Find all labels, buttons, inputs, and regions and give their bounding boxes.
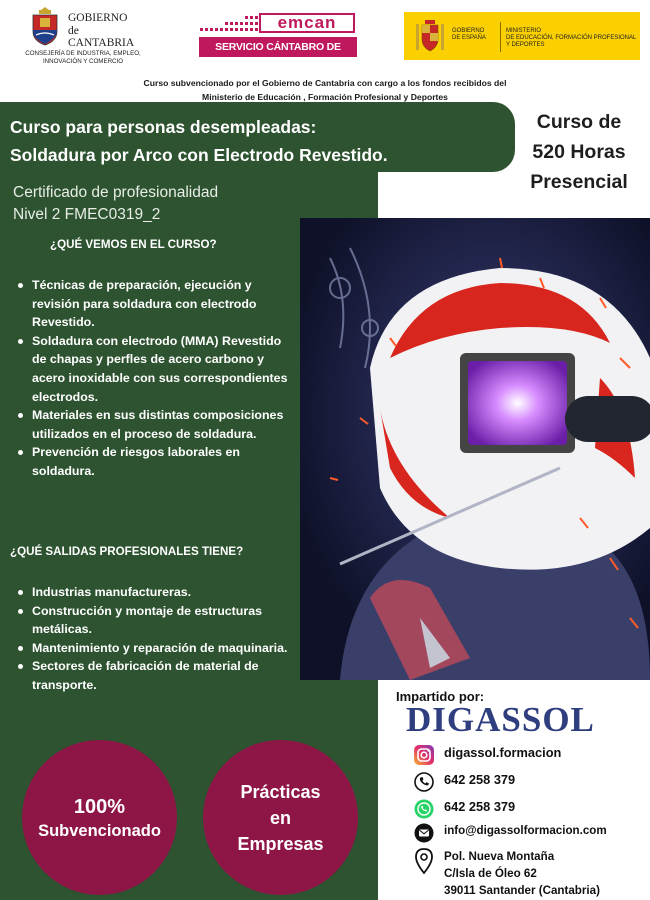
list-item: [18, 443, 288, 480]
course-duration-line: Presencial: [530, 171, 628, 193]
list-item-text: Industrias manufactureras.: [32, 585, 192, 599]
gobierno-line: GOBIERNO: [452, 28, 485, 34]
welder-helmet-illustration: [300, 218, 650, 680]
cantabria-shield-icon: [30, 6, 60, 46]
email-address: info@digassolformacion.com: [444, 824, 607, 837]
course-title: [10, 113, 510, 169]
funding-note: [90, 76, 560, 104]
course-duration-line: 520 Horas: [532, 141, 626, 163]
ministry-line: DE EDUCACIÓN, FORMACIÓN PROFESIONAL: [506, 35, 637, 41]
whatsapp-number: 642 258 379: [444, 799, 516, 814]
list-item-text: Prevención de riesgos laborales en soldadura.: [32, 445, 240, 478]
spain-coat-of-arms-icon: [414, 18, 446, 54]
internship-line: Empresas: [237, 833, 324, 854]
whatsapp-contact[interactable]: [414, 799, 515, 819]
course-duration-line: Curso de: [536, 111, 622, 133]
phone-number: 642 258 379: [444, 772, 516, 787]
what-we-see-list: [18, 276, 288, 481]
certificate-info: [13, 182, 218, 226]
cantabria-title-line: CANTABRIA: [68, 37, 135, 49]
bullet-icon: [18, 339, 23, 344]
email-icon: [414, 823, 434, 843]
cantabria-title-line: de: [68, 24, 79, 37]
cantabria-subtitle: [8, 50, 158, 66]
whatsapp-icon: [414, 799, 434, 819]
bullet-icon: [18, 283, 23, 288]
list-item-text: Técnicas de preparación, ejecución y revisión para soldadura con electrodo Revestido.: [32, 278, 257, 330]
internship-badge: [203, 740, 358, 895]
emcan-wordmark: emcan: [259, 13, 355, 33]
list-item: [18, 657, 288, 694]
subsidy-badge: [22, 740, 177, 895]
ministry-line: Y DEPORTES: [506, 42, 545, 48]
bullet-icon: [18, 590, 23, 595]
list-item: [18, 332, 288, 406]
logo-divider: [500, 22, 501, 52]
bullet-icon: [18, 646, 23, 651]
emcan-pixel-dots-icon: [199, 15, 259, 33]
bullet-icon: [18, 664, 23, 669]
location-pin-icon: [414, 848, 434, 874]
cantabria-title: [68, 12, 134, 50]
instagram-icon: [414, 745, 434, 765]
gobierno-cantabria-logo: [8, 4, 158, 72]
cantabria-subtitle-line: CONSEJERÍA DE INDUSTRIA, EMPLEO,: [25, 50, 141, 57]
bullet-icon: [18, 609, 23, 614]
subsidy-label: Subvencionado: [38, 821, 161, 840]
certificate-line: Certificado de profesionalidad: [13, 184, 219, 201]
careers-heading: ¿QUÉ SALIDAS PROFESIONALES TIENE?: [10, 545, 244, 558]
funding-note-line: Curso subvencionado por el Gobierno de Cantabria con cargo a los fondos recibidos del: [143, 78, 507, 88]
gobierno-espana-text: [452, 28, 486, 42]
careers-list: [18, 583, 288, 695]
bullet-icon: [18, 413, 23, 418]
phone-contact[interactable]: [414, 772, 515, 792]
cantabria-subtitle-line: INNOVACIÓN Y COMERCIO: [42, 58, 124, 65]
address-line: 39011 Santander (Cantabria): [444, 884, 600, 897]
instagram-contact[interactable]: [414, 745, 561, 765]
email-contact[interactable]: [414, 823, 607, 843]
address-block: [444, 848, 600, 899]
welder-photo: [300, 218, 650, 680]
list-item-text: Mantenimiento y reparación de maquinaria.: [32, 640, 288, 655]
list-item: [18, 276, 288, 332]
list-item: [18, 639, 288, 658]
list-item-text: Materiales en sus distintas composiciones utilizados en el proceso de soldadura.: [32, 408, 284, 441]
cantabria-title-line: GOBIERNO: [68, 12, 128, 24]
emcan-service-name: SERVICIO CÁNTABRO DE EMPLEO: [199, 37, 357, 57]
course-title-line: Soldadura por Arco con Electrodo Revestido.: [10, 145, 388, 165]
list-item: [18, 406, 288, 443]
instagram-handle: digassol.formacion: [444, 745, 562, 760]
phone-icon: [414, 772, 434, 792]
address-line: Pol. Nueva Montaña: [444, 850, 555, 863]
course-title-line: Curso para personas desempleadas:: [10, 117, 317, 137]
list-item: [18, 602, 288, 639]
emcan-logo: [199, 13, 357, 73]
list-item-text: Soldadura con electrodo (MMA) Revestido de chapas y perfles de acero carbono y acero inoxidable con sus correspondientes electrodos.: [32, 333, 288, 404]
course-duration: [514, 107, 644, 197]
internship-line: en: [269, 807, 291, 828]
ministry-text: [506, 28, 636, 49]
internship-line: Prácticas: [240, 781, 321, 802]
list-item-text: Sectores de fabricación de material de transporte.: [32, 659, 259, 692]
address-line: C/Isla de Óleo 62: [444, 867, 537, 880]
list-item-text: Construcción y montaje de estructuras metálicas.: [32, 603, 262, 637]
subsidy-percent: 100%: [73, 795, 126, 818]
certificate-code: Nivel 2 FMEC0319_2: [13, 206, 161, 223]
imparted-by-label: Impartido por:: [396, 689, 485, 704]
digassol-logo: DIGASSOL: [406, 700, 595, 739]
bullet-icon: [18, 450, 23, 455]
funding-note-line: Ministerio de Educación , Formación Profesional y Deportes: [202, 92, 448, 102]
gobierno-espana-logo: [404, 12, 640, 60]
ministry-line: MINISTERIO: [506, 28, 542, 34]
what-we-see-heading: ¿QUÉ VEMOS EN EL CURSO?: [50, 238, 217, 251]
address-contact: [414, 848, 600, 899]
list-item: [18, 583, 288, 602]
gobierno-line: DE ESPAÑA: [452, 35, 486, 41]
